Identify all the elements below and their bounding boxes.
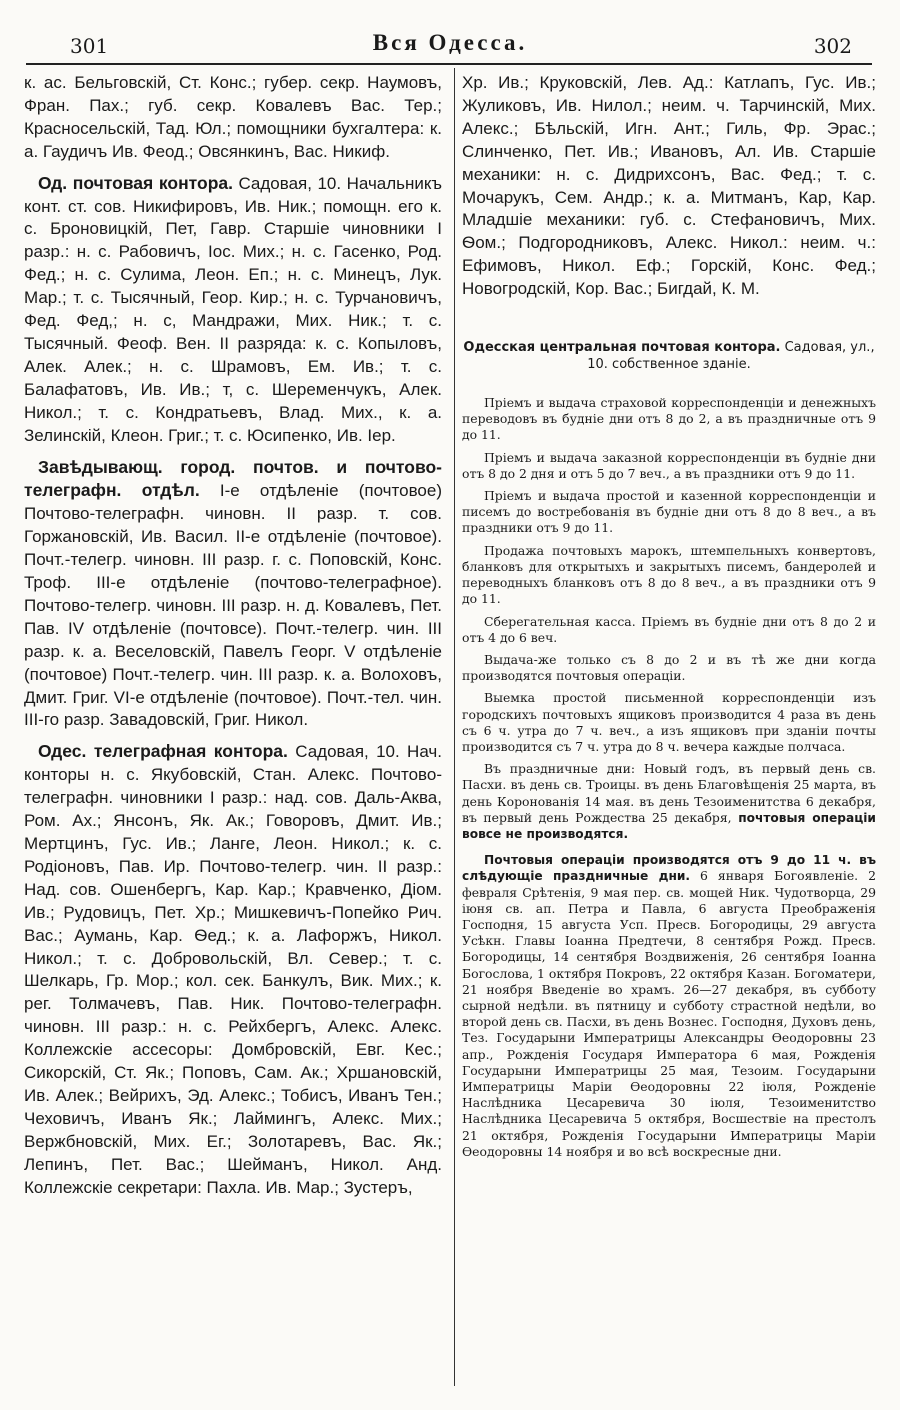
- central-post-office-address: Садовая, ул., 10. собственное зданіе.: [587, 340, 875, 373]
- hours-savings-bank: Сберегательная касса. Пріемъ въ будніе дни отъ 8 до 2 и отъ 4 до 6 веч.: [462, 613, 876, 645]
- header-rule: [26, 63, 872, 65]
- central-post-office-heading: [462, 339, 876, 373]
- left-column: [24, 72, 442, 1392]
- holidays-limited-operations: [462, 852, 876, 1160]
- page-number-left: 301: [70, 34, 109, 58]
- left-paragraph-continuation: к. ас. Бельговскій, Ст. Конс.; губер. секр. Наумовъ, Фран. Пах.; губ. секр. Ковалевъ Вас. Тер.; Красносельскій, Тад. Юл.; помощники бухгалтера: к. а. Гаудичъ Ив. Феод.; Овсянкинъ, Вас. Никиф.: [24, 73, 442, 161]
- hours-simple-mail: Пріемъ и выдача простой и казенной корреспонденціи и писемъ до востребованія въ будніе дни отъ 8 до 8 веч., а въ праздники отъ 9 до 11.: [462, 488, 876, 536]
- city-branches-entry: [24, 456, 442, 733]
- hours-insured-mail: Пріемъ и выдача страховой корреспонденціи и денежныхъ переводовъ въ будніе дни отъ 8 до 2, а въ праздничные отъ 9 до 11.: [462, 395, 876, 443]
- page-number-right: 302: [813, 34, 852, 58]
- right-column: [462, 72, 876, 1392]
- telegraph-office-entry: [24, 740, 442, 1199]
- mailbox-collection: Выемка простой письменной корреспонденціи изъ городскихъ почтовыхъ ящиковъ производится 4 раза въ день съ 6 ч. утра до 7 ч. веч., а изъ ящиковъ при зданіи почты производится съ 7 ч. утра до 8 ч. вечера каждые полчаса.: [462, 690, 876, 754]
- holidays-list: Въ праздничные дни: Новый годъ, въ первый день св. Пасхи. въ день св. Троицы. въ день Благовѣщенія 25 марта, въ день Коронованія 14 мая. въ день Тезоименитства 6 декабря, въ первый день Рождества 25 декабря,: [462, 761, 876, 825]
- section-heading-telegraph-office: Одес. телеграфная контора.: [38, 741, 288, 762]
- section-heading-city-branches: Завѣдывающ. город. почтов. и почтово-телеграфн. отдѣл.: [24, 456, 442, 501]
- page-header: [40, 30, 860, 64]
- odessa-post-office-entry: [24, 172, 442, 448]
- section-heading-post-office: Од. почтовая контора.: [38, 172, 233, 193]
- holidays-no-operations: [462, 761, 876, 842]
- hours-stamp-sales: Продажа почтовыхъ марокъ, штемпельныхъ конвертовъ, бланковъ для открытыхъ и закрытыхъ писемъ, бандеролей и переводныхъ бланковъ отъ 8 до 8 веч., а въ праздники отъ 9 до 11.: [462, 542, 876, 607]
- central-post-office-title: Одесская центральная почтовая контора.: [463, 340, 781, 356]
- no-operations-note: почтовыя операціи вовсе не производятся.: [462, 810, 876, 841]
- running-title: Вся Одесса.: [372, 30, 528, 55]
- limited-operations-heading: Почтовыя операціи производятся отъ 9 до 11 ч. въ слѣдующіе праздничные дни.: [462, 853, 876, 884]
- post-office-staff-text: Садовая, 10. Начальникъ конт. ст. сов. Никифировъ, Ив. Ник.; помощн. его к. с. Броновицкій, Пет, Гавр. Старшіе чиновники I разр.: н. с. Рабовичъ, Іос. Мих.; н. с. Гасенко, Род. Фед.; н. с. Сулима, Леон. Еп.; н. с. Минецъ, Лук. Мар.; т. с. Тысячный, Геор. Кир.; н. с. Турчановичъ, Фед. Фед,; н. с, Мандражи, Мих. Ник.; т. с. Тысячный. Феоф. Вен. II разряда: к. с. Копыловъ, Алек. Алек.; н. с. Шрамовъ, Ем. Ив.; т. с. Балафатовъ, Ив. Ив.; т, с. Шеременчукъ, Алек. Никол.; т. с. Кондратьевъ, Влад. Мих., к. а. Зелинскій, Клеон. Григ.; т. с. Юсипенко, Ив. Іер.: [24, 173, 442, 445]
- column-divider: [454, 68, 455, 1386]
- telegraph-office-text: Садовая, 10. Нач. конторы н. с. Якубовскій, Стан. Алекс. Почтово-телеграфн. чиновники I разр.: над. сов. Даль-Аква, Ром. Ах.; Янсонъ, Як. Ак.; Говоровъ, Дмит. Ив.; Мертцинъ, Гус. Ив.; Ланге, Леон. Никол.; к. с. Родіоновъ, Пав. Ир. Почтово-телегр. чин. II разр.: Над. сов. Ошенбергъ, Кар. Кар.; Кравченко, Діом. Ив.; Рудовицъ, Пет. Хр.; Мишкевичъ-Попейко Рич. Вас.; Аумань, Кар. Ѳед.; к. а. Лафоржъ, Никол. Никол.; т. с. Добровольскій, Вл. Север.; т. с. Шелкарь, Гр. Мор.; кол. сек. Банкулъ, Вик. Мих.; к. рег. Толмачевъ, Пав. Ник. Почтово-телеграфн. чиновн. III разр.: н. с. Рейхбергъ, Алекс. Алекс. Коллежскіе ассесоры: Домбровскій, Евг. Кес.; Сикорскій, Ст. Як.; Поповъ, Сам. Ак.; Хршановскій, Ив. Алек.; Вейрихъ, Эд. Алекс.; Тобисъ, Иванъ Тен.; Чеховичъ, Иванъ Як.; Лаймингъ, Алекс. Мих.; Вержбновскій, Мих. Ег.; Золотаревъ, Вас. Як.; Лепинъ, Пет. Вас.; Шейманъ, Никол. Анд. Коллежскіе секретари: Пахла. Ив. Мар.; Зустеръ,: [24, 742, 442, 1197]
- city-branches-text: І-е отдѣленіе (почтовое) Почтово-телеграфн. чиновн. II разр. т. сов. Горжановскій, Ив. Васил. ІІ-е отдѣленіе (почтовое). Почт.-телегр. чиновн. III разр. г. с. Поповскій, Конс. Троф. ІІІ-е отдѣленіе (почтово-телеграфное). Почтово-телегр. чиновн. III разр. н. д. Ковалевъ, Пет. Пав. IV отдѣленіе (почтовсе). Почт.-телегр. чин. III разр. к. а. Веселовскій, Павелъ Георг. V отдѣленіе (почтовое) Почт.-телегр. чин. III разр. к. а. Волоховъ, Дмит. Григ. VI-е отдѣленіе (почтовое). Почт.-тел. чин. III-го разр. Завадовскій, Григ. Никол.: [24, 481, 442, 730]
- central-post-office-hours: [462, 395, 876, 1160]
- right-top-continuation: Хр. Ив.; Круковскій, Лев. Ад.: Катлапъ, Гус. Ив.; Жуликовъ, Ив. Нилол.; неим. ч. Тарчинскій, Мих. Алекс.; Бѣльскій, Игн. Ант.; Гиль, Фр. Эрас.; Слинченко, Пет. Ив.; Ивановъ, Ал. Ив. Старшіе механики: н. с. Дидрихсонъ, Вас. Фед.; т. с. Мочарукъ, Сем. Андр.; к. а. Митманъ, Кар, Кар. Младшіе механики: губ. с. Стефановичъ, Мих. Ѳом.; Подгородниковъ, Алекс. Никол.: неим. ч.: Ефимовъ, Никол. Еф.; Горскій, Конс. Фед.; Новогродскій, Кор. Вас.; Бигдай, К. М.: [462, 73, 876, 299]
- hours-withdrawal: Выдача-же только съ 8 до 2 и въ тѣ же дни когда производятся почтовыя операціи.: [462, 651, 876, 684]
- hours-registered-mail: Пріемъ и выдача заказной корреспонденціи въ будніе дни отъ 8 до 2 дня и отъ 5 до 7 веч., а въ праздники отъ 9 до 11.: [462, 449, 876, 481]
- limited-operations-days: 6 января Богоявленіе. 2 февраля Срѣтенія, 9 мая пер. св. мощей Ник. Чудотворца, 29 іюня св. ап. Петра и Павла, 6 августа Преображенія Господня, 15 августа Усп. Пресв. Богородицы, 29 августа Усѣкн. Главы Іоанна Предтечи, 8 сентября Рожд. Пресв. Богородицы, 14 сентября Воздвиженія, 26 сентября Іоанна Богослова, 1 октября Покровъ, 22 октября Казан. Богоматери, 21 ноября Введеніе во храмъ. 26—27 декабря, въ субботу сырной недѣли. въ пятницу и субботу страстной недѣли, во второй день св. Пасхи, въ день Вознес. Господня, Духовъ день, Тез. Государыни Императрицы Александры Ѳеодоровны 23 апр., Рожденія Государя Императора 6 мая, Рожденія Государыни Императрицы 25 мая, Тезоим. Государыни Императрицы Маріи Ѳеодоровны 22 іюля, Рожденіе Наслѣдника Цесаревича 30 іюля, Тезоименитство Наслѣдника Цесаревича 5 октября, Восшествіе на престолъ 21 октября, Рожденія Государыни Императрицы Маріи Ѳеодоровны 14 ноября и во всѣ воскресные дни.: [462, 868, 876, 1159]
